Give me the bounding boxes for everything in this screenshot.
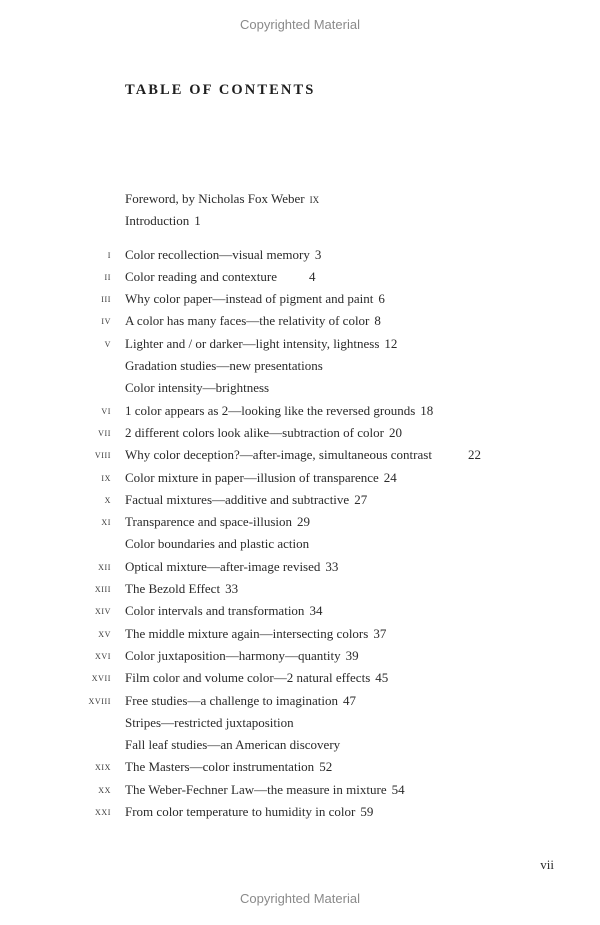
toc-entry [0, 489, 600, 511]
toc-entry [0, 556, 600, 578]
toc-entry [0, 355, 600, 377]
toc-text: 1 color appears as 2—looking like the reversed grounds 18 [125, 402, 434, 418]
toc-entry [0, 310, 600, 332]
toc-text: Why color deception?—after-image, simultaneous contrast 22 [125, 447, 481, 463]
watermark-bottom: Copyrighted Material [240, 891, 360, 906]
toc-entry [0, 600, 600, 622]
toc-text: Color recollection—visual memory 3 [125, 246, 322, 262]
toc-numeral: ix [101, 471, 111, 484]
toc-numeral: v [104, 337, 111, 350]
toc-entry [0, 377, 600, 399]
toc-numeral: xi [101, 516, 111, 529]
toc-page: 59 [360, 804, 374, 820]
toc-numeral: x [104, 493, 111, 506]
toc-page: 37 [373, 625, 387, 641]
toc-entry [0, 444, 600, 466]
toc-text: A color has many faces—the relativity of color 8 [125, 313, 381, 329]
toc-numeral: xxi [94, 806, 111, 819]
toc-entry [0, 734, 600, 756]
toc-page: 18 [420, 402, 434, 418]
toc-page: 29 [297, 514, 311, 530]
toc-text: Color reading and contexture 4 [125, 268, 316, 284]
toc-numeral: xv [98, 627, 111, 640]
toc-page: ix [309, 191, 320, 206]
toc-page: 12 [384, 335, 398, 351]
toc-entry [0, 467, 600, 489]
toc-numeral: viii [94, 449, 111, 462]
toc-text: From color temperature to humidity in color 59 [125, 804, 374, 820]
toc-page: 1 [194, 213, 201, 229]
page-title: TABLE OF CONTENTS [125, 82, 316, 98]
toc-numeral: xvi [94, 649, 111, 662]
toc-text: Color intensity—brightness [125, 380, 270, 396]
toc-entry [0, 712, 600, 734]
toc-text: Stripes—restricted juxtaposition [125, 714, 294, 730]
toc-page: 45 [375, 670, 389, 686]
toc-page: 3 [314, 246, 322, 262]
toc-entry [0, 578, 600, 600]
toc-entry [0, 400, 600, 422]
toc-page: 47 [343, 692, 356, 708]
toc-page: 22 [467, 447, 481, 463]
toc-entry [0, 210, 600, 232]
toc-numeral: xiii [94, 583, 111, 596]
toc-page: 24 [383, 469, 397, 485]
toc-text: Color juxtaposition—harmony—quantity 39 [125, 647, 359, 663]
toc-numeral: xviii [88, 694, 111, 707]
toc-text: Foreword, by Nicholas Fox Weber ix [125, 191, 320, 206]
toc-text: Film color and volume color—2 natural effects 45 [125, 670, 389, 686]
toc-text: Lighter and / or darker—light intensity, lightness 12 [125, 335, 398, 351]
toc-numeral: xx [98, 783, 111, 796]
toc-text: Optical mixture—after-image revised 33 [125, 558, 339, 574]
toc-numeral: xii [98, 560, 111, 573]
toc-numeral: iv [101, 315, 111, 328]
toc-entry [0, 266, 600, 288]
watermark-top: Copyrighted Material [240, 17, 360, 32]
toc-numeral: iii [101, 293, 111, 306]
toc-entry [0, 801, 600, 823]
toc-page: 27 [354, 491, 368, 507]
toc-text: Introduction 1 [125, 213, 201, 229]
toc-page: 6 [378, 291, 385, 307]
toc-entry [0, 422, 600, 444]
toc-page: 20 [388, 424, 402, 440]
toc-entry [0, 779, 600, 801]
toc-numeral: vii [98, 426, 111, 439]
toc-numeral: ii [104, 270, 111, 283]
toc-text: 2 different colors look alike—subtraction of color 20 [125, 424, 402, 440]
toc-text: Why color paper—instead of pigment and paint 6 [125, 291, 385, 307]
toc-page: 39 [345, 647, 359, 663]
toc-text: Free studies—a challenge to imagination 47 [125, 692, 356, 708]
toc-page: 33 [325, 558, 339, 574]
toc-text: Factual mixtures—additive and subtractive 27 [125, 491, 368, 507]
toc-entry [0, 511, 600, 533]
toc-entry [0, 756, 600, 778]
toc-entry [0, 667, 600, 689]
toc-page: 34 [309, 603, 323, 619]
toc-numeral: xix [94, 761, 111, 774]
toc-page: 54 [391, 781, 405, 797]
toc-entry [0, 188, 600, 210]
toc-text: Transparence and space-illusion 29 [125, 514, 311, 530]
toc-page: 52 [319, 759, 333, 775]
toc-text: The middle mixture again—intersecting colors 37 [125, 625, 387, 641]
toc-entry [0, 623, 600, 645]
toc-text: Color intervals and transformation 34 [125, 603, 323, 619]
toc-entry [0, 690, 600, 712]
toc-entry [0, 645, 600, 667]
toc-entry [0, 244, 600, 266]
toc-text: Color mixture in paper—illusion of transparence 24 [125, 469, 397, 485]
toc-page: 33 [225, 581, 239, 597]
toc-text: The Bezold Effect 33 [125, 581, 239, 597]
toc-numeral: xiv [94, 605, 111, 618]
toc-page: 8 [374, 313, 381, 329]
toc-numeral: xvii [91, 672, 111, 685]
toc-list [0, 188, 600, 823]
toc-page: 4 [308, 268, 316, 284]
toc-text: Fall leaf studies—an American discovery [125, 737, 341, 753]
toc-text: Gradation studies—new presentations [125, 358, 323, 374]
toc-entry [0, 288, 600, 310]
toc-numeral: vi [101, 404, 111, 417]
toc-numeral: i [107, 248, 111, 261]
page-number: vii [540, 857, 554, 872]
toc-text: The Weber-Fechner Law—the measure in mixture 54 [125, 781, 405, 797]
toc-text: The Masters—color instrumentation 52 [125, 759, 333, 775]
toc-entry [0, 333, 600, 355]
toc-text: Color boundaries and plastic action [125, 536, 310, 552]
toc-entry [0, 533, 600, 555]
